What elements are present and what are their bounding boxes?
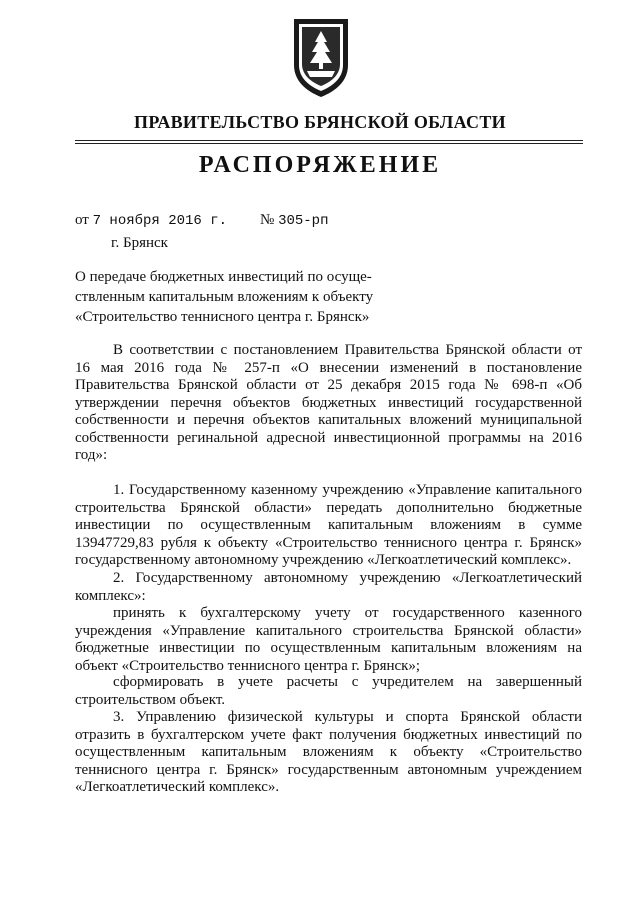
organization-title: ПРАВИТЕЛЬСТВО БРЯНСКОЙ ОБЛАСТИ (134, 112, 506, 132)
subject-line: «Строительство теннисного центра г. Брянск» (75, 309, 370, 325)
header-divider-second (75, 143, 583, 144)
document-subject (75, 267, 405, 327)
subject-line: О передаче бюджетных инвестиций по осуще- (75, 269, 372, 285)
item-2a-paragraph: принять к бухгалтерскому учету от государственного казенного учреждения «Управление капитального строительства Брянской области» бюджетные инвестиции по осуществленным капитальным вложениям на объект «Строительство теннисного центра г. Брянск»; (75, 605, 582, 674)
subject-line: ствленным капитальным вложениям к объекту (75, 289, 374, 305)
intro-paragraph: В соответствии с постановлением Правительства Брянской области от 16 мая 2016 года № 257-п «О внесении изменений в постановление Правительства Брянской области от 25 декабря 2015 года № 698-п «Об утверждении перечня объектов бюджетных инвестиций государственной собственности и перечня объектов капитальных вложений муниципальной собственности регинальной адресной инвестиционной программы на 2016 год»: (75, 342, 582, 463)
document-date: 7 ноября 2016 г. (92, 213, 228, 229)
document-city: г. Брянск (111, 235, 168, 251)
item-2b-paragraph: сформировать в учете расчеты с учредителем на завершенный строительством объект. (75, 674, 582, 708)
coat-of-arms-emblem (290, 15, 352, 99)
document-number-group (260, 212, 328, 229)
number-label: № (260, 212, 275, 228)
item-2-paragraph: 2. Государственному автономному учреждению «Легкоатлетический комплекс»: (75, 570, 582, 604)
header-divider (75, 140, 583, 141)
document-number: 305-рп (278, 213, 329, 229)
item-3-paragraph: 3. Управлению физической культуры и спорта Брянской области отразить в бухгалтерском учете факт получения бюджетных инвестиций по осуществленным капитальным вложениям к объекту «Строительство теннисного центра г. Брянск» государственным автономным учреждением «Легкоатлетический комплекс». (75, 709, 582, 795)
item-1-paragraph: 1. Государственному казенному учреждению «Управление капитального строительства Брянской области» передать дополнительно бюджетные инвестиции по осуществленным капитальным вложениям в сумме 13947729,83 рубля к объекту «Строительство теннисного центра г. Брянск» государственному автономному учреждению «Легкоатлетический комплекс». (75, 482, 582, 568)
document-type-title: РАСПОРЯЖЕНИЕ (198, 152, 442, 178)
document-date-line (75, 212, 329, 229)
date-prefix: от (75, 212, 89, 228)
